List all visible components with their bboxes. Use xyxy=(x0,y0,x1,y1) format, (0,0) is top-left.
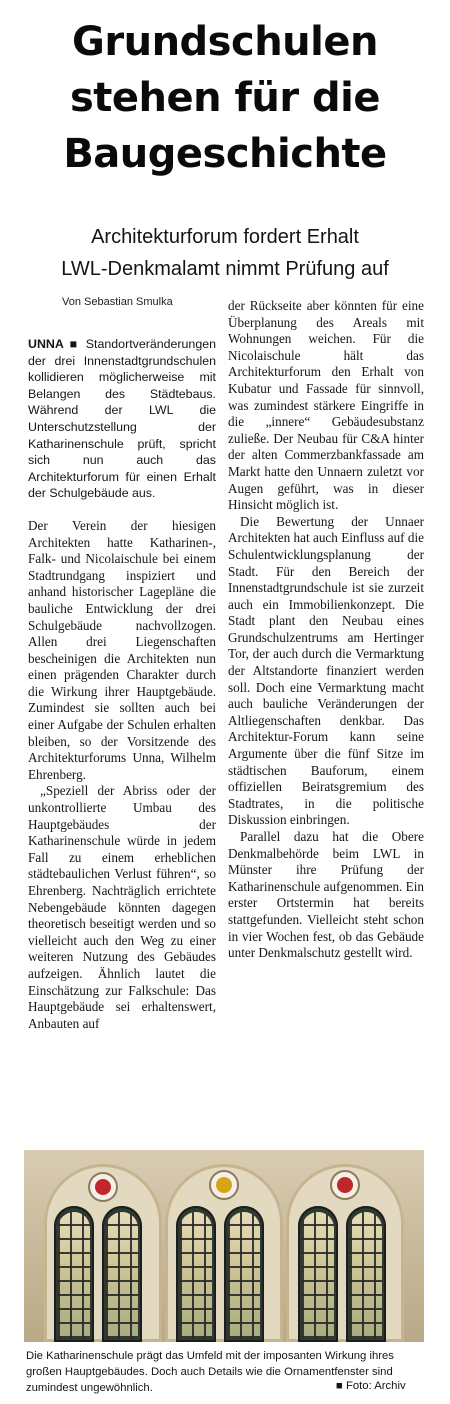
headline-line-3: Baugeschichte xyxy=(63,131,387,177)
headline-line-1: Grundschulen xyxy=(72,19,378,65)
school-window-photo xyxy=(24,1150,424,1342)
dateline: UNNA xyxy=(28,337,64,351)
lead-text: Standortveränderungen der drei Innenstadtgrundschulen kollidieren möglicherweise mit Belangen des Städtebaus. Während der LWL die Unterschutzstellung der Katharinenschule prüft, spricht sich nun auch das Architekturforum für einen Erhalt der Schulgebäude aus. xyxy=(28,337,216,501)
stained-glass-window xyxy=(298,1206,338,1342)
headline xyxy=(0,14,450,182)
subheadline-2: LWL-Denkmalamt nimmt Prüfung auf xyxy=(61,258,389,280)
stained-glass-window xyxy=(176,1206,216,1342)
body-paragraph-2: „Speziell der Abriss oder der unkontrollierte Umbau des Hauptgebäudes der Katharinenschule würde in jedem Fall zu einem erheblichen städtebaulichen Verlust führen“, so Ehrenberg. Nachträglich errichtete Nebengebäude könnten dagegen theoretisch beseitigt werden und so vielleicht auch den Weg zu einer weiteren Nutzung des Gebäudes aufzeigen. Ähnlich lautet die Einschätzung zur Falkschule: Das Hauptgebäude sei erhaltenswert, Anbauten auf xyxy=(28,783,216,1031)
crest-fill xyxy=(95,1179,111,1195)
body-paragraph-4: Die Bewertung der Unnaer Architekten hat auch Einfluss auf die Schulentwicklungsplanung der Stadt. Für den Bereich der Innenstadtgrundschule ist sie zurzeit auch ein Immobilienkonzept. Die Stadt plant den Neubau eines Grundschulzentrums am Hertinger Tor, der auch durch die Vermarktung der Altstandorte finanziert werden soll. Doch eine Vermarktung macht auch bauliche Veränderungen der Altliegenschaften denkbar. Das Architektur-Forum kann seine Argumente über die fünf Sitze im städtischen Bauforum, einem offiziellen Beiratsgremium des Stadtrates, in die politische Diskussion einbringen. xyxy=(228,513,424,828)
dateline-separator: ■ xyxy=(69,337,80,351)
lead-paragraph xyxy=(28,336,216,502)
stained-glass-window xyxy=(224,1206,264,1342)
stained-glass-window xyxy=(54,1206,94,1342)
crest-fill xyxy=(216,1177,232,1193)
photo-caption: Die Katharinenschule prägt das Umfeld mit der imposanten Wirkung ihres großen Hauptgebäudes. Doch auch Details wie die Ornamentfenster sind zumindest ungewöhnlich. xyxy=(26,1350,394,1394)
body-paragraph-3: der Rückseite aber könnten für eine Überplanung des Areals mit Wohnungen weichen. Für die Nicolaischule hält das Architekturforum den Erhalt von Kubatur und Fassade für sinnvoll, was zumindest stärkere Eingriffe in die „innere“ Gebäudesubstanz zuließe. Der Neubau für C&A hinter der alten Commerzbankfassade am Markt hatte den Unnaern zuletzt vor Augen geführt, was in dieser Hinsicht möglich ist. xyxy=(228,298,424,513)
article-column-right xyxy=(228,298,424,962)
author-byline: Von Sebastian Smulka xyxy=(62,296,173,308)
stained-glass-window xyxy=(346,1206,386,1342)
crest-icon-left xyxy=(90,1174,116,1200)
subheadline-1: Architekturforum fordert Erhalt xyxy=(91,226,359,248)
headline-line-2: stehen für die xyxy=(69,75,381,121)
article-column-left xyxy=(28,336,216,1032)
photo-credit: ■ Foto: Archiv xyxy=(336,1380,406,1392)
body-paragraph-5: Parallel dazu hat die Obere Denkmalbehörde beim LWL in Münster ihre Prüfung der Katharinenschule aufgenommen. Ein erster Ortstermin hat bereits stattgefunden. Vielleicht steht schon in vier Wochen fest, ob das Gebäude unter Denkmalschutz gestellt wird. xyxy=(228,829,424,961)
body-paragraph-1: Der Verein der hiesigen Architekten hatte Katharinen-, Falk- und Nicolaischule bei einem Stadtrundgang inspiziert und anhand historischer Lagepläne die bauliche Entwicklung der drei Schulgebäude nachvollzogen. Allen drei Liegenschaften bescheinigen die Architekten nun einen prägenden Charakter durch die Wirkung ihrer Hauptgebäude. Zumindest sie sollten auch bei einer Aufgabe der Schulen erhalten bleiben, so der Vorsitzende des Architekturforums Unna, Wilhelm Ehrenberg. xyxy=(28,517,216,782)
crest-icon-right xyxy=(332,1172,358,1198)
crest-fill xyxy=(337,1177,353,1193)
crest-icon-center xyxy=(211,1172,237,1198)
stained-glass-window xyxy=(102,1206,142,1342)
